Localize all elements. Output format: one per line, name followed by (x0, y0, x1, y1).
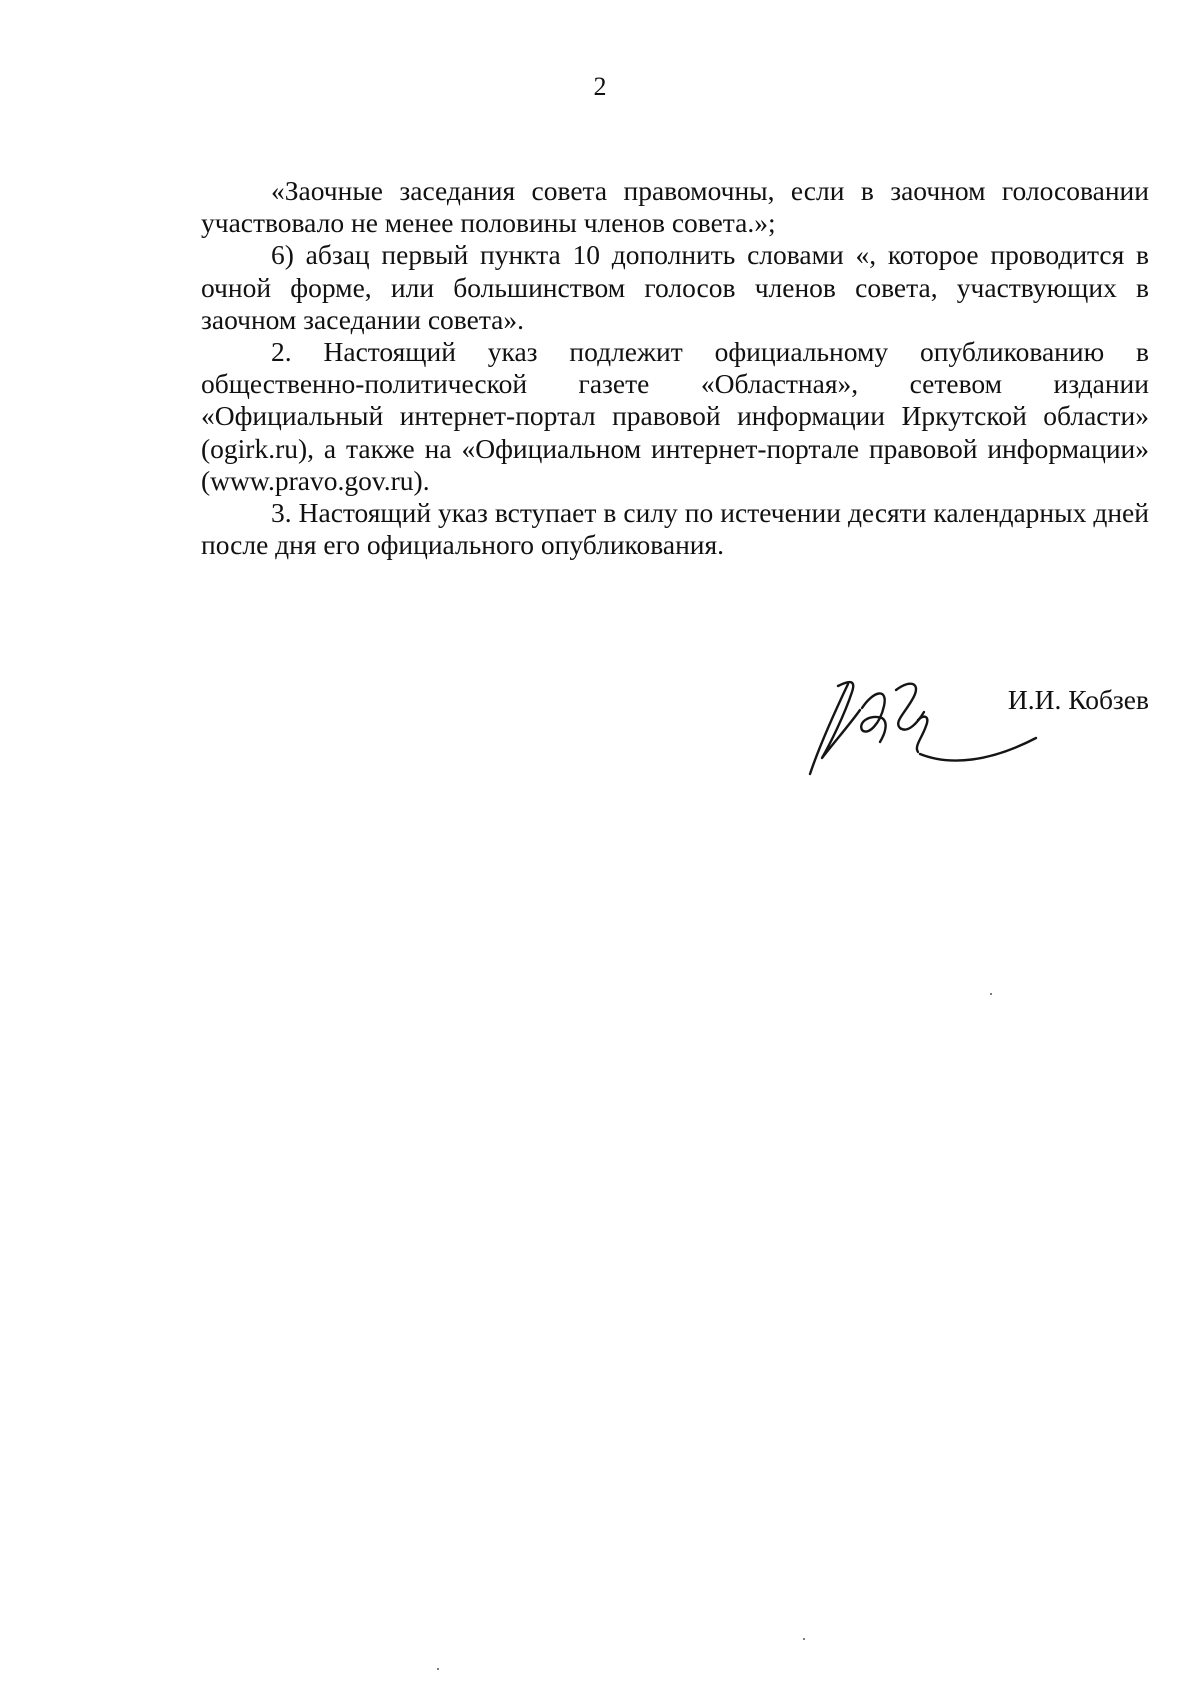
scan-speck (437, 1668, 439, 1670)
scan-speck (990, 993, 992, 995)
paragraph-publication: 2. Настоящий указ подлежит официальному опубликованию в общественно-политической газете «Областная», сетевом издании «Официальный интернет-портал правовой информации Иркутской области» (ogirk.ru), а также на «Официальном интернет-портале правовой информации» (www.pravo.gov.ru). (201, 336, 1149, 496)
page-number: 2 (593, 72, 607, 101)
paragraph-entry-into-force: 3. Настоящий указ вступает в силу по истечении десяти календарных дней после дня его официального опубликования. (201, 497, 1149, 561)
signature-block (800, 670, 1149, 780)
scan-speck (803, 1638, 805, 1640)
handwritten-signature (800, 670, 1040, 780)
document-body (201, 175, 1149, 561)
signer-name: И.И. Кобзев (1007, 684, 1149, 715)
paragraph-quorum-rule: «Заочные заседания совета правомочны, если в заочном голосовании участвовало не менее половины членов совета.»; (201, 175, 1149, 239)
paragraph-amendment-6: 6) абзац первый пункта 10 дополнить словами «, которое проводится в очной форме, или большинством голосов членов совета, участвующих в заочном заседании совета». (201, 239, 1149, 335)
